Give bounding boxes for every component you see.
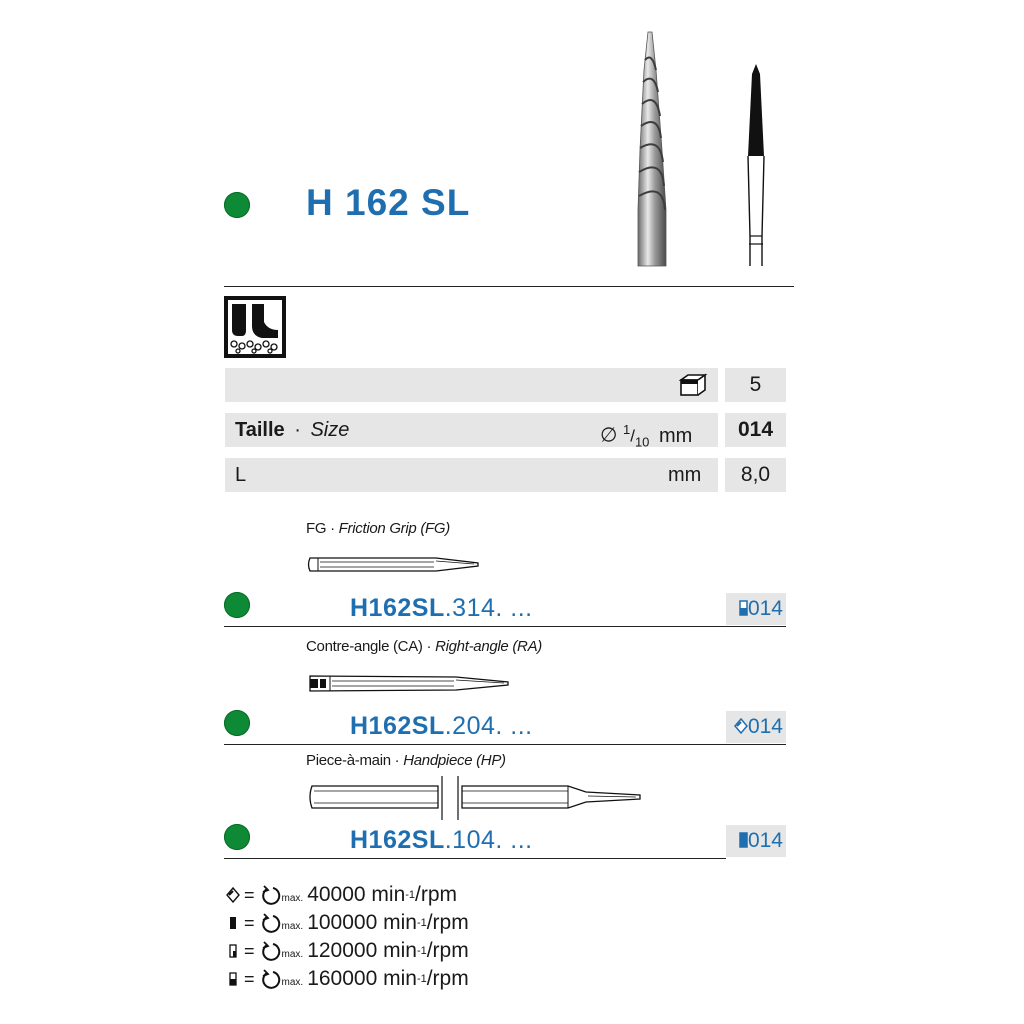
size-separator: · xyxy=(294,419,301,441)
diameter-symbol: ∅ xyxy=(600,424,618,447)
filled-bar-icon xyxy=(226,915,240,931)
legend-max: max. xyxy=(281,976,304,988)
shank-hp-tag-value: 014 xyxy=(747,829,783,852)
length-row xyxy=(225,458,718,492)
size-unit-numerator: 1 xyxy=(622,422,631,437)
length-value: 8,0 xyxy=(725,458,786,492)
shank-ra-status-dot xyxy=(224,710,250,736)
diamond-arrow-icon xyxy=(226,887,240,903)
shank-ra-code: H162SL.204. ... xyxy=(350,712,533,740)
legend-exp: -1 xyxy=(416,945,427,957)
legend-unit: /rpm xyxy=(426,911,469,934)
legend-eq: = xyxy=(244,884,255,905)
size-label-group xyxy=(235,413,349,447)
size-unit: ∅ $^1/_{10}$ mm xyxy=(600,422,693,450)
shank-fg-status-dot xyxy=(224,592,250,618)
shank-fg-name-fr: FG · xyxy=(306,520,335,537)
filled-bar-icon xyxy=(739,832,748,848)
shank-fg-caption xyxy=(306,520,450,537)
legend-row xyxy=(226,910,469,936)
size-unit-mm: mm xyxy=(658,424,693,447)
legend-unit: /rpm xyxy=(426,967,469,990)
legend-exp: -1 xyxy=(405,889,416,901)
legend-unit: /rpm xyxy=(426,939,469,962)
shank-ra-tag-value: 014 xyxy=(747,715,783,738)
rotation-icon xyxy=(261,941,281,961)
product-title: H 162 SL xyxy=(306,182,471,223)
length-label: L xyxy=(235,464,247,486)
fg-shank-icon xyxy=(306,555,481,575)
package-icon xyxy=(678,372,708,398)
pack-row xyxy=(225,368,718,402)
size-unit-denominator: 10 xyxy=(634,434,650,450)
shank-hp-status-dot xyxy=(224,824,250,850)
legend-row xyxy=(226,882,457,908)
shank-hp-name-en: Handpiece (HP) xyxy=(403,752,506,769)
shank-hp-speed-tag xyxy=(726,825,786,857)
legend-max: max. xyxy=(281,892,304,904)
legend-max: max. xyxy=(281,948,304,960)
shank-hp-caption xyxy=(306,752,506,769)
header-divider xyxy=(224,286,794,287)
shank-fg-name-en: Friction Grip (FG) xyxy=(338,520,450,537)
partial-bar-icon xyxy=(226,943,240,959)
shank-fg-divider xyxy=(224,626,786,627)
legend-eq: = xyxy=(244,968,255,989)
shank-ra-name-en: Right-angle (RA) xyxy=(435,638,542,655)
status-dot xyxy=(224,192,250,218)
pack-quantity: 5 xyxy=(725,368,786,402)
legend-unit: /rpm xyxy=(415,883,458,906)
shank-fg-tag-value: 014 xyxy=(747,597,783,620)
shank-fg-speed-tag xyxy=(726,593,786,625)
half-filled-bar-icon xyxy=(226,971,240,987)
legend-exp: -1 xyxy=(416,973,427,985)
legend-eq: = xyxy=(244,940,255,961)
size-value: 014 xyxy=(725,413,786,447)
legend-max: max. xyxy=(281,920,304,932)
shank-ra-divider xyxy=(224,744,786,745)
rotation-icon xyxy=(261,913,281,933)
shank-hp-divider xyxy=(224,858,726,859)
shank-fg-code: H162SL.314. ... xyxy=(350,594,533,622)
legend-row xyxy=(226,938,469,964)
diamond-arrow-icon xyxy=(734,718,748,734)
legend-eq: = xyxy=(244,912,255,933)
shank-ra-speed-tag xyxy=(726,711,786,743)
half-filled-bar-icon xyxy=(739,600,748,616)
bone-application-icon xyxy=(224,296,286,358)
legend-value: 40000 min xyxy=(307,883,406,906)
shank-ra-name-fr: Contre-angle (CA) · xyxy=(306,638,432,655)
size-label: Taille xyxy=(235,419,285,441)
rotation-icon xyxy=(261,885,281,905)
rotation-icon xyxy=(261,969,281,989)
legend-row xyxy=(226,966,469,992)
shank-hp-code: H162SL.104. ... xyxy=(350,826,533,854)
legend-exp: -1 xyxy=(416,917,427,929)
bur-photo-icon xyxy=(630,30,675,268)
size-label-en: Size xyxy=(310,419,350,441)
ra-shank-icon xyxy=(306,672,511,696)
shank-hp-name-fr: Piece-à-main · xyxy=(306,752,400,769)
bur-outline-icon xyxy=(740,60,772,270)
hp-shank-icon xyxy=(306,776,646,820)
shank-ra-caption xyxy=(306,638,542,655)
length-unit: mm xyxy=(668,464,702,486)
legend-value: 100000 min xyxy=(307,911,417,934)
legend-value: 120000 min xyxy=(307,939,417,962)
legend-value: 160000 min xyxy=(307,967,417,990)
